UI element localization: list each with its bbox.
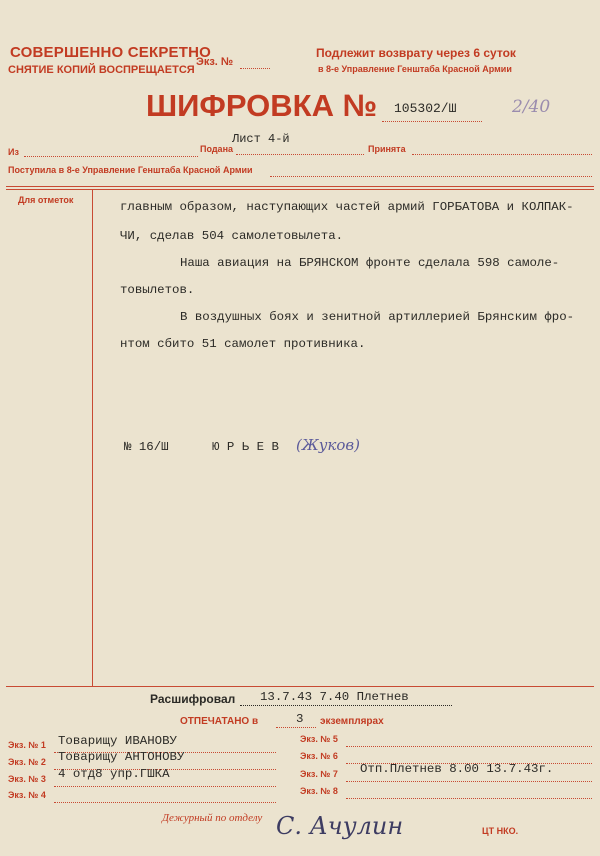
signature-name: Ю Р Ь Е В <box>212 440 279 454</box>
copy-3-label: Экз. № 3 <box>8 774 46 784</box>
signature-handwritten: (Жуков) <box>296 436 360 454</box>
duty-officer-signature: С. Ачулин <box>276 812 404 840</box>
decrypted-label: Расшифровал <box>150 692 236 706</box>
cipher-number: 105302/Ш <box>394 101 457 116</box>
return-to-department: в 8-е Управление Генштаба Красной Армии <box>318 64 512 74</box>
message-line-6: нтом сбито 51 самолет противника. <box>120 337 366 351</box>
copy-3-value: 4 отд8 упр.ГШКА <box>58 767 170 781</box>
message-line-4: товылетов. <box>120 283 195 297</box>
decrypted-value: 13.7.43 7.40 Плетнев <box>260 690 409 704</box>
duty-officer-label: Дежурный по отделу <box>162 812 263 824</box>
copy-6-label: Экз. № 6 <box>300 751 338 761</box>
copy-8-label: Экз. № 8 <box>300 786 338 796</box>
message-line-3: Наша авиация на БРЯНСКОМ фронте сделала 598 самоле- <box>180 256 560 270</box>
copy-1-value: Товарищу ИВАНОВУ <box>58 734 177 748</box>
printed-label: ОТПЕЧАТАНО в <box>180 716 259 727</box>
copy-1-label: Экз. № 1 <box>8 740 46 750</box>
copy-5-label: Экз. № 5 <box>300 734 338 744</box>
submitted-label: Подана <box>200 144 234 154</box>
sheet-number: Лист 4-й <box>232 132 290 146</box>
top-secret-stamp: СОВЕРШЕННО СЕКРЕТНО <box>10 44 212 61</box>
document-title: ШИФРОВКА № <box>146 88 378 123</box>
copy-2-value: Товарищу АНТОНОВУ <box>58 750 185 764</box>
notes-label: Для отметок <box>18 195 74 205</box>
copy-number-label: Экз. № <box>196 56 234 68</box>
message-line-1: главным образом, наступающих частей армий ГОРБАТОВА и КОЛПАК- <box>120 200 574 214</box>
printed-suffix: экземплярах <box>320 716 384 727</box>
arrived-label: Поступила в 8-е Управление Генштаба Красной Армии <box>8 165 253 175</box>
copy-7-label: Экз. № 7 <box>300 769 338 779</box>
copy-7-value: Отп.Плетнев 8.00 13.7.43г. <box>360 762 554 776</box>
message-line-5: В воздушных боях и зенитной артиллерией Брянским фро- <box>180 310 575 324</box>
message-line-2: ЧИ, сделав 504 самолетовылета. <box>120 229 344 243</box>
from-label: Из <box>8 147 19 157</box>
no-copies-notice: СНЯТИЕ КОПИЙ ВОСПРЕЩАЕТСЯ <box>8 64 195 76</box>
handwritten-number: 2/40 <box>512 97 551 117</box>
copy-4-label: Экз. № 4 <box>8 790 46 800</box>
received-label: Принята <box>368 144 406 154</box>
copy-2-label: Экз. № 2 <box>8 757 46 767</box>
nko-label: ЦТ НКО. <box>482 826 519 836</box>
return-notice: Подлежит возврату через 6 суток <box>316 46 516 60</box>
printed-count: 3 <box>296 712 304 726</box>
signature-number: № 16/Ш <box>124 440 169 454</box>
